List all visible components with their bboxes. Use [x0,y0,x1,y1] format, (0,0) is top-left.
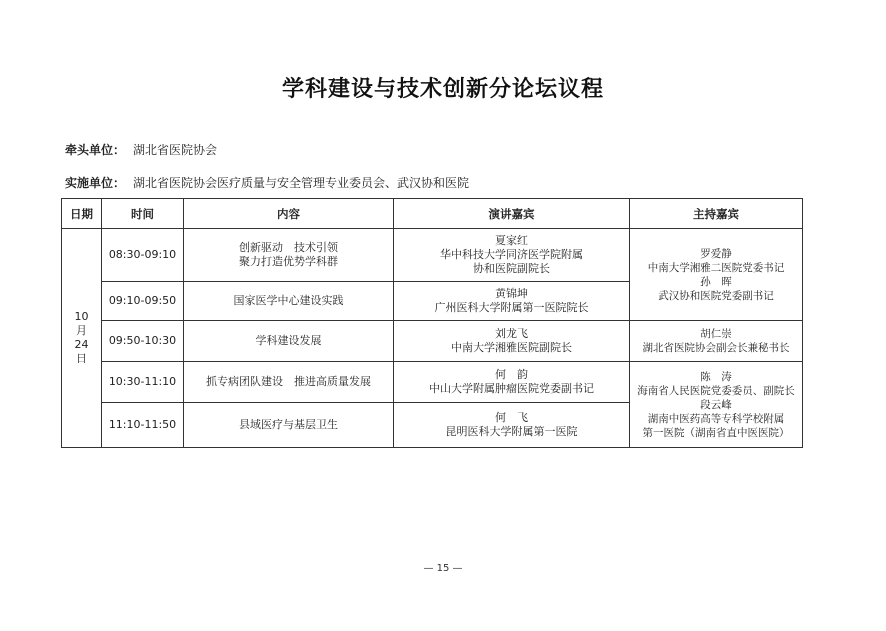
table-row [62,321,803,362]
date-value: 10月24日 [74,310,89,365]
speaker-cell [394,403,630,448]
host-title: 中南大学湘雅二医院党委书记 [647,261,785,274]
host-title: 第一医院（湖南省直中医医院） [642,426,790,439]
host-title: 海南省人民医院党委委员、副院长 [637,384,795,397]
content-cell [184,403,394,448]
header-speaker: 演讲嘉宾 [394,199,630,229]
host-title: 湖北省医院协会副会长兼秘书长 [642,342,790,354]
table-header-row [62,199,803,229]
time-cell: 09:50-10:30 [102,321,184,362]
speaker-cell [394,282,630,321]
page-number: — 15 — [423,563,463,574]
header-host: 主持嘉宾 [630,199,803,229]
speaker-title: 广州医科大学附属第一医院院长 [434,301,589,314]
speaker-title: 华中科技大学同济医学院附属 [440,248,583,261]
content-cell [184,282,394,321]
header-time: 时间 [102,199,184,229]
time-cell: 09:10-09:50 [102,282,184,321]
lead-unit-label: 牵头单位： [65,143,126,157]
host-name: 陈 涛 [700,370,732,383]
content-cell [184,229,394,282]
content-line: 学科建设发展 [255,334,322,347]
host-name: 胡仁崇 [700,328,732,340]
host-cell [630,321,803,362]
time-cell: 08:30-09:10 [102,229,184,282]
speaker-title: 协和医院副院长 [473,262,550,275]
date-cell [62,229,102,448]
content-line: 抓专病团队建设 推进高质量发展 [206,375,371,388]
host-cell [630,229,803,321]
lead-unit-value: 湖北省医院协会 [133,143,218,157]
table-row [62,362,803,403]
speaker-title: 中南大学湘雅医院副院长 [451,341,572,354]
host-cell [630,362,803,448]
speaker-name: 何 飞 [495,411,528,424]
speaker-cell [394,362,630,403]
host-name: 孙 晖 [700,275,732,288]
host-title: 湖南中医药高等专科学校附属 [647,412,785,425]
time-cell: 11:10-11:50 [102,403,184,448]
table-row [62,229,803,282]
lead-unit [65,141,217,158]
host-name: 罗爱静 [700,247,732,260]
speaker-cell [394,321,630,362]
speaker-title: 中山大学附属肿瘤医院党委副书记 [429,382,594,395]
speaker-name: 刘龙飞 [495,327,528,340]
speaker-name: 何 韵 [495,368,528,381]
content-cell [184,362,394,403]
time-cell: 10:30-11:10 [102,362,184,403]
agenda-table [61,198,803,448]
speaker-name: 夏家红 [495,234,528,247]
content-line: 聚力打造优势学科群 [239,255,338,268]
implementing-unit [65,174,469,191]
content-line: 县域医疗与基层卫生 [239,418,338,431]
page-title: 学科建设与技术创新分论坛议程 [281,77,604,102]
header-content: 内容 [184,199,394,229]
content-cell [184,321,394,362]
speaker-cell [394,229,630,282]
host-name: 段云峰 [700,398,732,411]
speaker-title: 昆明医科大学附属第一医院 [445,425,578,438]
implementing-unit-value: 湖北省医院协会医疗质量与安全管理专业委员会、武汉协和医院 [133,176,470,190]
host-title: 武汉协和医院党委副书记 [658,289,774,302]
speaker-name: 黄锦坤 [495,287,528,300]
content-line: 创新驱动 技术引领 [239,241,338,254]
implementing-unit-label: 实施单位： [65,176,126,190]
header-date: 日期 [62,199,102,229]
content-line: 国家医学中心建设实践 [233,294,344,307]
